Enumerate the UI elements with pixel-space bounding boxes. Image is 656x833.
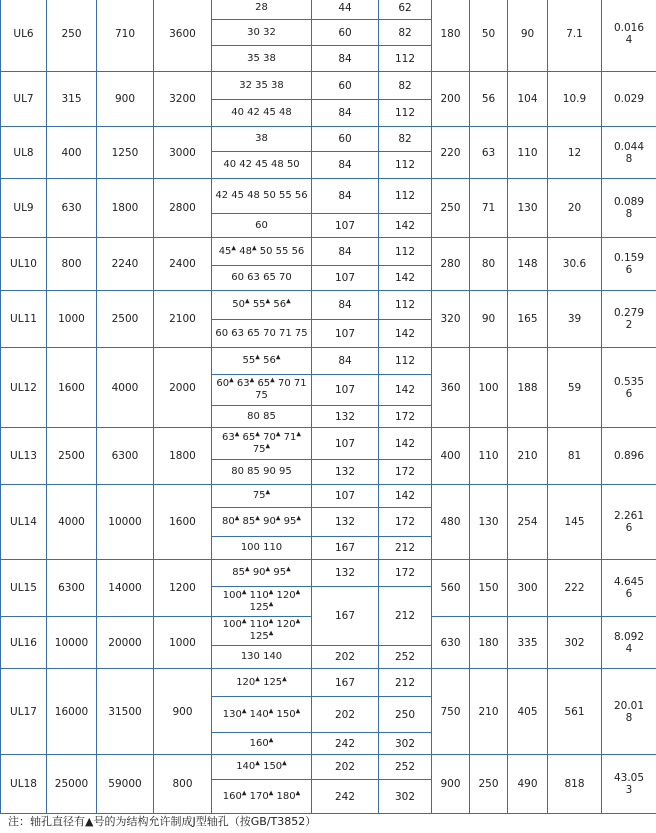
model-cell: UL10 xyxy=(1,238,47,291)
nominal-torque-cell: 4000 xyxy=(47,485,97,560)
max-torque-cell: 59000 xyxy=(97,755,154,814)
mass-cell: 561 xyxy=(548,669,602,755)
length-l1-cell: 107 xyxy=(312,214,379,238)
length-l1-cell: 60 xyxy=(312,127,379,152)
length-l1-cell: 84 xyxy=(312,348,379,375)
bore-diameter-cell: 55▲ 56▲ xyxy=(212,348,312,375)
width-cell: 56 xyxy=(470,72,508,127)
length-l1-cell: 132 xyxy=(312,406,379,428)
inertia-cell: 4.645 6 xyxy=(602,560,656,617)
speed-cell: 1800 xyxy=(154,428,212,485)
speed-cell: 3600 xyxy=(154,0,212,72)
bore-diameter-cell: 63▲ 65▲ 70▲ 71▲ 75▲ xyxy=(212,428,312,460)
speed-cell: 900 xyxy=(154,669,212,755)
length-l1-cell: 242 xyxy=(312,733,379,755)
outer-diameter-cell: 280 xyxy=(432,238,470,291)
bore-diameter-cell: 60▲ 63▲ 65▲ 70 71 75 xyxy=(212,375,312,406)
length-l1-cell: 107 xyxy=(312,266,379,291)
table-row xyxy=(1,0,656,20)
width-cell: 210 xyxy=(470,669,508,755)
width-cell: 71 xyxy=(470,179,508,238)
length-l2-cell: 212 xyxy=(379,669,432,697)
length-s-cell: 110 xyxy=(508,127,548,179)
mass-cell: 10.9 xyxy=(548,72,602,127)
width-cell: 90 xyxy=(470,291,508,348)
outer-diameter-cell: 560 xyxy=(432,560,470,617)
length-l1-cell: 84 xyxy=(312,100,379,127)
outer-diameter-cell: 320 xyxy=(432,291,470,348)
length-l2-cell: 112 xyxy=(379,238,432,266)
length-l2-cell: 172 xyxy=(379,560,432,587)
mass-cell: 222 xyxy=(548,560,602,617)
bore-diameter-cell: 40 42 45 48 xyxy=(212,100,312,127)
bore-diameter-cell: 100 110 xyxy=(212,537,312,560)
max-torque-cell: 2500 xyxy=(97,291,154,348)
bore-diameter-cell: 60 63 65 70 xyxy=(212,266,312,291)
speed-cell: 2000 xyxy=(154,348,212,428)
mass-cell: 30.6 xyxy=(548,238,602,291)
length-l1-cell: 84 xyxy=(312,152,379,179)
width-cell: 110 xyxy=(470,428,508,485)
bore-diameter-cell: 28 xyxy=(212,0,312,20)
bore-diameter-cell: 80 85 xyxy=(212,406,312,428)
nominal-torque-cell: 1600 xyxy=(47,348,97,428)
speed-cell: 2100 xyxy=(154,291,212,348)
model-cell: UL17 xyxy=(1,669,47,755)
speed-cell: 2800 xyxy=(154,179,212,238)
length-l2-cell: 212 xyxy=(379,587,432,646)
bore-diameter-cell: 85▲ 90▲ 95▲ xyxy=(212,560,312,587)
footnote: 注：轴孔直径有▲号的为结构允许制成J型轴孔（按GB/T3852） xyxy=(8,815,317,828)
inertia-cell: 43.05 3 xyxy=(602,755,656,814)
max-torque-cell: 14000 xyxy=(97,560,154,617)
bore-diameter-cell: 160▲ xyxy=(212,733,312,755)
max-torque-cell: 10000 xyxy=(97,485,154,560)
table-row xyxy=(1,669,656,697)
nominal-torque-cell: 630 xyxy=(47,179,97,238)
length-l2-cell: 82 xyxy=(379,72,432,100)
table-row xyxy=(1,127,656,152)
inertia-cell: 0.896 xyxy=(602,428,656,485)
length-l2-cell: 82 xyxy=(379,20,432,46)
length-s-cell: 104 xyxy=(508,72,548,127)
inertia-cell: 0.535 6 xyxy=(602,348,656,428)
width-cell: 180 xyxy=(470,617,508,669)
length-l2-cell: 112 xyxy=(379,46,432,72)
bore-diameter-cell: 45▲ 48▲ 50 55 56 xyxy=(212,238,312,266)
max-torque-cell: 6300 xyxy=(97,428,154,485)
length-s-cell: 254 xyxy=(508,485,548,560)
max-torque-cell: 1800 xyxy=(97,179,154,238)
length-l2-cell: 142 xyxy=(379,320,432,348)
outer-diameter-cell: 200 xyxy=(432,72,470,127)
length-l1-cell: 167 xyxy=(312,537,379,560)
bore-diameter-cell: 75▲ xyxy=(212,485,312,508)
length-l1-cell: 202 xyxy=(312,697,379,733)
max-torque-cell: 4000 xyxy=(97,348,154,428)
nominal-torque-cell: 250 xyxy=(47,0,97,72)
table-row xyxy=(1,72,656,100)
length-s-cell: 405 xyxy=(508,669,548,755)
length-l2-cell: 172 xyxy=(379,406,432,428)
max-torque-cell: 900 xyxy=(97,72,154,127)
bore-diameter-cell: 35 38 xyxy=(212,46,312,72)
inertia-cell: 20.01 8 xyxy=(602,669,656,755)
outer-diameter-cell: 900 xyxy=(432,755,470,814)
bore-diameter-cell: 40 42 45 48 50 xyxy=(212,152,312,179)
length-l1-cell: 132 xyxy=(312,560,379,587)
speed-cell: 1000 xyxy=(154,617,212,669)
length-l2-cell: 212 xyxy=(379,537,432,560)
length-l2-cell: 142 xyxy=(379,214,432,238)
mass-cell: 59 xyxy=(548,348,602,428)
bore-diameter-cell: 100▲ 110▲ 120▲ 125▲ xyxy=(212,587,312,617)
length-l2-cell: 302 xyxy=(379,733,432,755)
length-l1-cell: 132 xyxy=(312,460,379,485)
length-s-cell: 130 xyxy=(508,179,548,238)
length-l2-cell: 250 xyxy=(379,697,432,733)
outer-diameter-cell: 400 xyxy=(432,428,470,485)
speed-cell: 1600 xyxy=(154,485,212,560)
length-l2-cell: 112 xyxy=(379,179,432,214)
nominal-torque-cell: 16000 xyxy=(47,669,97,755)
length-l2-cell: 302 xyxy=(379,780,432,814)
table-row xyxy=(1,348,656,375)
mass-cell: 302 xyxy=(548,617,602,669)
outer-diameter-cell: 250 xyxy=(432,179,470,238)
max-torque-cell: 1250 xyxy=(97,127,154,179)
length-l1-cell: 167 xyxy=(312,669,379,697)
nominal-torque-cell: 315 xyxy=(47,72,97,127)
nominal-torque-cell: 2500 xyxy=(47,428,97,485)
length-l1-cell: 132 xyxy=(312,508,379,537)
model-cell: UL7 xyxy=(1,72,47,127)
bore-diameter-cell: 60 xyxy=(212,214,312,238)
speed-cell: 3000 xyxy=(154,127,212,179)
model-cell: UL14 xyxy=(1,485,47,560)
length-l1-cell: 60 xyxy=(312,20,379,46)
bore-diameter-cell: 50▲ 55▲ 56▲ xyxy=(212,291,312,320)
length-s-cell: 165 xyxy=(508,291,548,348)
max-torque-cell: 2240 xyxy=(97,238,154,291)
length-l1-cell: 107 xyxy=(312,375,379,406)
bore-diameter-cell: 38 xyxy=(212,127,312,152)
length-l2-cell: 142 xyxy=(379,375,432,406)
length-l1-cell: 242 xyxy=(312,780,379,814)
length-s-cell: 490 xyxy=(508,755,548,814)
mass-cell: 818 xyxy=(548,755,602,814)
table-row xyxy=(1,560,656,587)
model-cell: UL8 xyxy=(1,127,47,179)
nominal-torque-cell: 1000 xyxy=(47,291,97,348)
bore-diameter-cell: 120▲ 125▲ xyxy=(212,669,312,697)
nominal-torque-cell: 800 xyxy=(47,238,97,291)
length-l1-cell: 167 xyxy=(312,587,379,646)
bore-diameter-cell: 100▲ 110▲ 120▲ 125▲ xyxy=(212,617,312,646)
bore-diameter-cell: 130 140 xyxy=(212,646,312,669)
speed-cell: 2400 xyxy=(154,238,212,291)
table-row xyxy=(1,291,656,320)
bore-diameter-cell: 140▲ 150▲ xyxy=(212,755,312,780)
bore-diameter-cell: 80 85 90 95 xyxy=(212,460,312,485)
max-torque-cell: 710 xyxy=(97,0,154,72)
length-l2-cell: 62 xyxy=(379,0,432,20)
length-l1-cell: 44 xyxy=(312,0,379,20)
outer-diameter-cell: 630 xyxy=(432,617,470,669)
inertia-cell: 0.159 6 xyxy=(602,238,656,291)
width-cell: 150 xyxy=(470,560,508,617)
length-l1-cell: 107 xyxy=(312,320,379,348)
length-s-cell: 148 xyxy=(508,238,548,291)
width-cell: 63 xyxy=(470,127,508,179)
max-torque-cell: 20000 xyxy=(97,617,154,669)
table-row xyxy=(1,755,656,780)
table-row xyxy=(1,428,656,460)
length-s-cell: 90 xyxy=(508,0,548,72)
model-cell: UL11 xyxy=(1,291,47,348)
nominal-torque-cell: 10000 xyxy=(47,617,97,669)
length-l1-cell: 60 xyxy=(312,72,379,100)
max-torque-cell: 31500 xyxy=(97,669,154,755)
bore-diameter-cell: 130▲ 140▲ 150▲ xyxy=(212,697,312,733)
length-l2-cell: 82 xyxy=(379,127,432,152)
width-cell: 50 xyxy=(470,0,508,72)
length-l2-cell: 252 xyxy=(379,755,432,780)
length-l2-cell: 172 xyxy=(379,460,432,485)
length-l1-cell: 84 xyxy=(312,238,379,266)
model-cell: UL9 xyxy=(1,179,47,238)
mass-cell: 39 xyxy=(548,291,602,348)
table-row xyxy=(1,238,656,266)
model-cell: UL6 xyxy=(1,0,47,72)
speed-cell: 3200 xyxy=(154,72,212,127)
length-l1-cell: 84 xyxy=(312,46,379,72)
bore-diameter-cell: 32 35 38 xyxy=(212,72,312,100)
bore-diameter-cell: 30 32 xyxy=(212,20,312,46)
model-cell: UL16 xyxy=(1,617,47,669)
model-cell: UL12 xyxy=(1,348,47,428)
width-cell: 100 xyxy=(470,348,508,428)
width-cell: 130 xyxy=(470,485,508,560)
bore-diameter-cell: 160▲ 170▲ 180▲ xyxy=(212,780,312,814)
length-l1-cell: 107 xyxy=(312,485,379,508)
length-s-cell: 300 xyxy=(508,560,548,617)
outer-diameter-cell: 480 xyxy=(432,485,470,560)
table-row xyxy=(1,485,656,508)
inertia-cell: 0.016 4 xyxy=(602,0,656,72)
length-l2-cell: 112 xyxy=(379,348,432,375)
length-s-cell: 188 xyxy=(508,348,548,428)
nominal-torque-cell: 25000 xyxy=(47,755,97,814)
bore-diameter-cell: 80▲ 85▲ 90▲ 95▲ xyxy=(212,508,312,537)
mass-cell: 145 xyxy=(548,485,602,560)
length-l1-cell: 107 xyxy=(312,428,379,460)
inertia-cell: 8.092 4 xyxy=(602,617,656,669)
outer-diameter-cell: 220 xyxy=(432,127,470,179)
length-l1-cell: 84 xyxy=(312,291,379,320)
length-l2-cell: 142 xyxy=(379,266,432,291)
length-s-cell: 210 xyxy=(508,428,548,485)
length-l1-cell: 202 xyxy=(312,646,379,669)
length-l1-cell: 202 xyxy=(312,755,379,780)
length-l2-cell: 112 xyxy=(379,291,432,320)
nominal-torque-cell: 400 xyxy=(47,127,97,179)
width-cell: 250 xyxy=(470,755,508,814)
length-l1-cell: 84 xyxy=(312,179,379,214)
length-l2-cell: 142 xyxy=(379,485,432,508)
inertia-cell: 0.044 8 xyxy=(602,127,656,179)
inertia-cell: 2.261 6 xyxy=(602,485,656,560)
speed-cell: 1200 xyxy=(154,560,212,617)
table-row xyxy=(1,179,656,214)
mass-cell: 7.1 xyxy=(548,0,602,72)
length-l2-cell: 142 xyxy=(379,428,432,460)
inertia-cell: 0.029 xyxy=(602,72,656,127)
length-l2-cell: 252 xyxy=(379,646,432,669)
width-cell: 80 xyxy=(470,238,508,291)
model-cell: UL13 xyxy=(1,428,47,485)
outer-diameter-cell: 750 xyxy=(432,669,470,755)
mass-cell: 12 xyxy=(548,127,602,179)
length-s-cell: 335 xyxy=(508,617,548,669)
model-cell: UL18 xyxy=(1,755,47,814)
model-cell: UL15 xyxy=(1,560,47,617)
outer-diameter-cell: 360 xyxy=(432,348,470,428)
mass-cell: 81 xyxy=(548,428,602,485)
length-l2-cell: 112 xyxy=(379,100,432,127)
nominal-torque-cell: 6300 xyxy=(47,560,97,617)
outer-diameter-cell: 180 xyxy=(432,0,470,72)
inertia-cell: 0.279 2 xyxy=(602,291,656,348)
bore-diameter-cell: 60 63 65 70 71 75 xyxy=(212,320,312,348)
bore-diameter-cell: 42 45 48 50 55 56 xyxy=(212,179,312,214)
mass-cell: 20 xyxy=(548,179,602,238)
speed-cell: 800 xyxy=(154,755,212,814)
inertia-cell: 0.089 8 xyxy=(602,179,656,238)
length-l2-cell: 112 xyxy=(379,152,432,179)
length-l2-cell: 172 xyxy=(379,508,432,537)
table-body xyxy=(1,0,656,814)
